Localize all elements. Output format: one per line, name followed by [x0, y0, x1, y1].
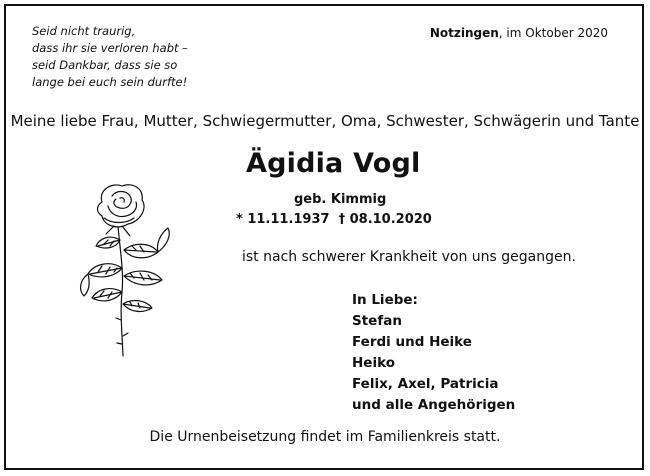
passed-away-text: ist nach schwerer Krankheit von uns gegangen. [242, 249, 576, 265]
relations-line: Meine liebe Frau, Mutter, Schwiegermutter, Oma, Schwester, Schwägerin und Tante [10, 112, 640, 130]
family-member: Heiko [352, 355, 395, 371]
deceased-name: Ägidia Vogl [246, 148, 421, 179]
family-heading: In Liebe: [352, 292, 418, 308]
family-member: Stefan [352, 313, 402, 329]
family-member: Ferdi und Heike [352, 334, 472, 350]
family-member: und alle Angehörigen [352, 397, 516, 413]
family-member: Felix, Axel, Patricia [352, 376, 499, 392]
life-dates [236, 212, 432, 227]
place-name: Notzingen [429, 26, 499, 40]
birth-name: geb. Kimmig [294, 192, 387, 207]
poem-line: seid Dankbar, dass sie so [32, 58, 178, 72]
rose-icon [68, 180, 178, 358]
poem-line: lange bei euch sein durfte! [32, 75, 188, 89]
poem-line: dass ihr sie verloren habt – [32, 41, 188, 55]
birth-date: * 11.11.1937 [236, 212, 330, 227]
funeral-note: Die Urnenbeisetzung findet im Familienkreis statt. [149, 429, 501, 445]
poem [32, 23, 188, 91]
family-list [352, 290, 515, 416]
place-date [430, 26, 608, 40]
poem-line: Seid nicht traurig, [32, 24, 136, 38]
death-date: † 08.10.2020 [338, 212, 432, 227]
notice-date: , im Oktober 2020 [498, 26, 608, 40]
